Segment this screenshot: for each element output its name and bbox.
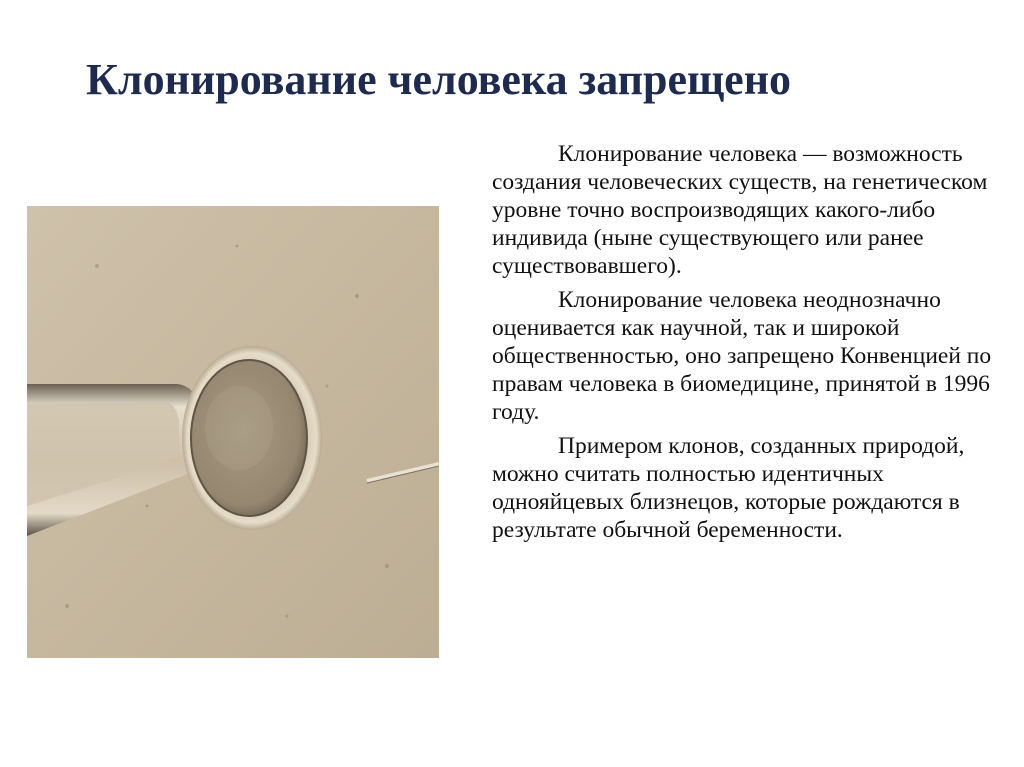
body-text [492, 140, 992, 550]
micrograph-egg-cell-image [27, 206, 439, 658]
paragraph-natural-clones: Примером клонов, созданных природой, можно считать полностью идентичных однояйцевых близнецов, которые рождаются в результате обычной беременности. [492, 433, 965, 543]
paragraph-ban: Клонирование человека неоднозначно оценивается как научной, так и широкой общественностью, оно запрещено Конвенцией по правам человека в биомедицине, принятой в 1996 году. [492, 287, 992, 425]
slide-title: Клонирование человека запрещено [86, 55, 792, 104]
paragraph-definition: Клонирование человека — возможность создания человеческих существ, на генетическом уровне точно воспроизводящих какого-либо индивида (ныне существующего или ранее существовавшего). [492, 141, 988, 279]
